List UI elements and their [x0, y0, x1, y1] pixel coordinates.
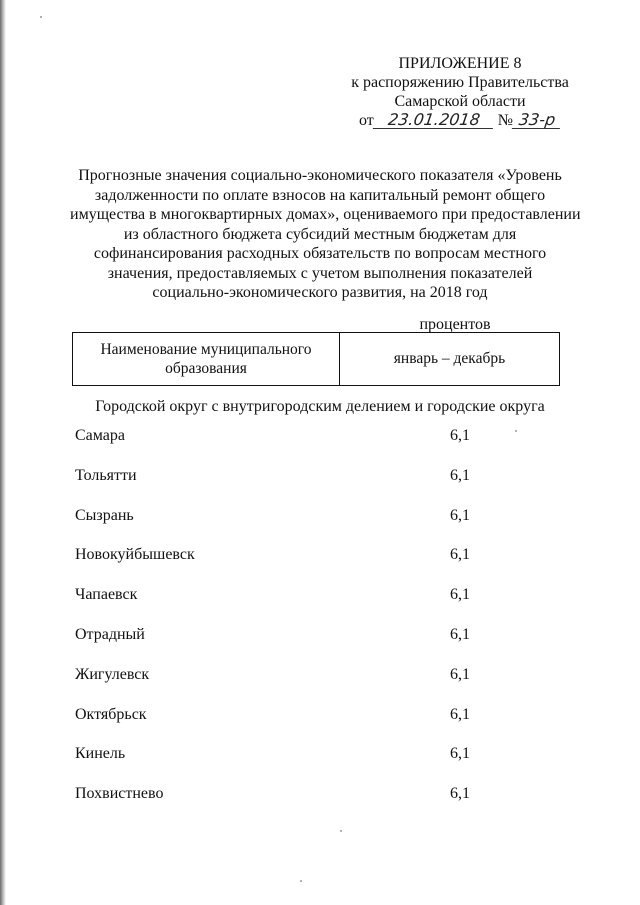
table-row — [75, 626, 555, 666]
row-name: Новокуйбышевск — [75, 546, 195, 564]
row-value: 6,1 — [450, 625, 470, 643]
row-value: 6,1 — [450, 506, 470, 524]
row-name: Октябрьск — [75, 705, 147, 723]
row-value: 6,1 — [450, 466, 470, 484]
table-row — [75, 546, 555, 586]
table-row — [75, 666, 555, 706]
title-line: из областного бюджета субсидий местным бюджетам для — [123, 225, 517, 243]
table-row — [75, 706, 555, 746]
column-header-municipality-line1: Наименование муниципального — [100, 341, 312, 358]
title-line: задолженности по оплате взносов на капитальный ремонт общего — [94, 186, 546, 204]
column-header-period: январь – декабрь — [393, 350, 506, 367]
appendix-order-ref: к распоряжению Правительства — [351, 74, 569, 91]
table-row — [75, 745, 555, 785]
scan-speck — [300, 880, 302, 882]
scan-speck — [515, 430, 517, 432]
title-line: имущества в многоквартирных домах», оцениваемого при предоставлении — [70, 206, 581, 223]
appendix-header — [310, 54, 610, 130]
row-name: Чапаевск — [75, 586, 138, 604]
scan-speck — [340, 830, 342, 832]
document-title — [70, 166, 581, 303]
column-header-municipality — [73, 333, 340, 385]
handwritten-date: 23.01.2018 — [373, 112, 495, 129]
table-row — [75, 785, 555, 825]
row-name: Похвистнево — [75, 785, 164, 803]
from-label: от — [358, 112, 374, 129]
table-header — [72, 332, 560, 386]
row-value: 6,1 — [450, 705, 470, 723]
handwritten-number: 33-р — [512, 112, 562, 129]
row-name: Тольятти — [75, 466, 137, 484]
appendix-date-line — [310, 111, 610, 130]
row-name: Кинель — [75, 745, 126, 763]
row-name: Отрадный — [75, 625, 145, 643]
row-value: 6,1 — [450, 546, 470, 564]
column-header-municipality-line2: образования — [165, 360, 247, 377]
table-row — [75, 507, 555, 547]
number-label: № — [497, 112, 514, 129]
row-value: 6,1 — [450, 586, 470, 604]
municipality-list — [75, 427, 555, 825]
table-row — [75, 467, 555, 507]
row-value: 6,1 — [450, 785, 470, 803]
table-row — [75, 586, 555, 626]
units-label: процентов — [419, 316, 491, 333]
scan-edge-shadow — [0, 0, 6, 905]
table-row — [75, 427, 555, 467]
title-line: софинансирования расходных обязательств по вопросам местного — [93, 245, 547, 262]
title-line: значения, предоставляемых с учетом выполнения показателей — [107, 264, 533, 282]
row-value: 6,1 — [450, 665, 470, 683]
row-value: 6,1 — [450, 427, 470, 444]
row-value: 6,1 — [450, 745, 470, 763]
appendix-region: Самарской области — [394, 93, 526, 110]
row-name: Сызрань — [75, 506, 134, 524]
section-title: Городской округ с внутригородским делением и городские округа — [95, 398, 545, 415]
scan-speck — [40, 16, 42, 18]
title-line: социально-экономического развития, на 2018 год — [152, 284, 488, 301]
row-name: Самара — [75, 427, 125, 444]
row-name: Жигулевск — [75, 665, 150, 683]
appendix-title: ПРИЛОЖЕНИЕ 8 — [398, 55, 522, 72]
title-line: Прогнозные значения социально-экономического показателя «Уровень — [78, 167, 562, 184]
